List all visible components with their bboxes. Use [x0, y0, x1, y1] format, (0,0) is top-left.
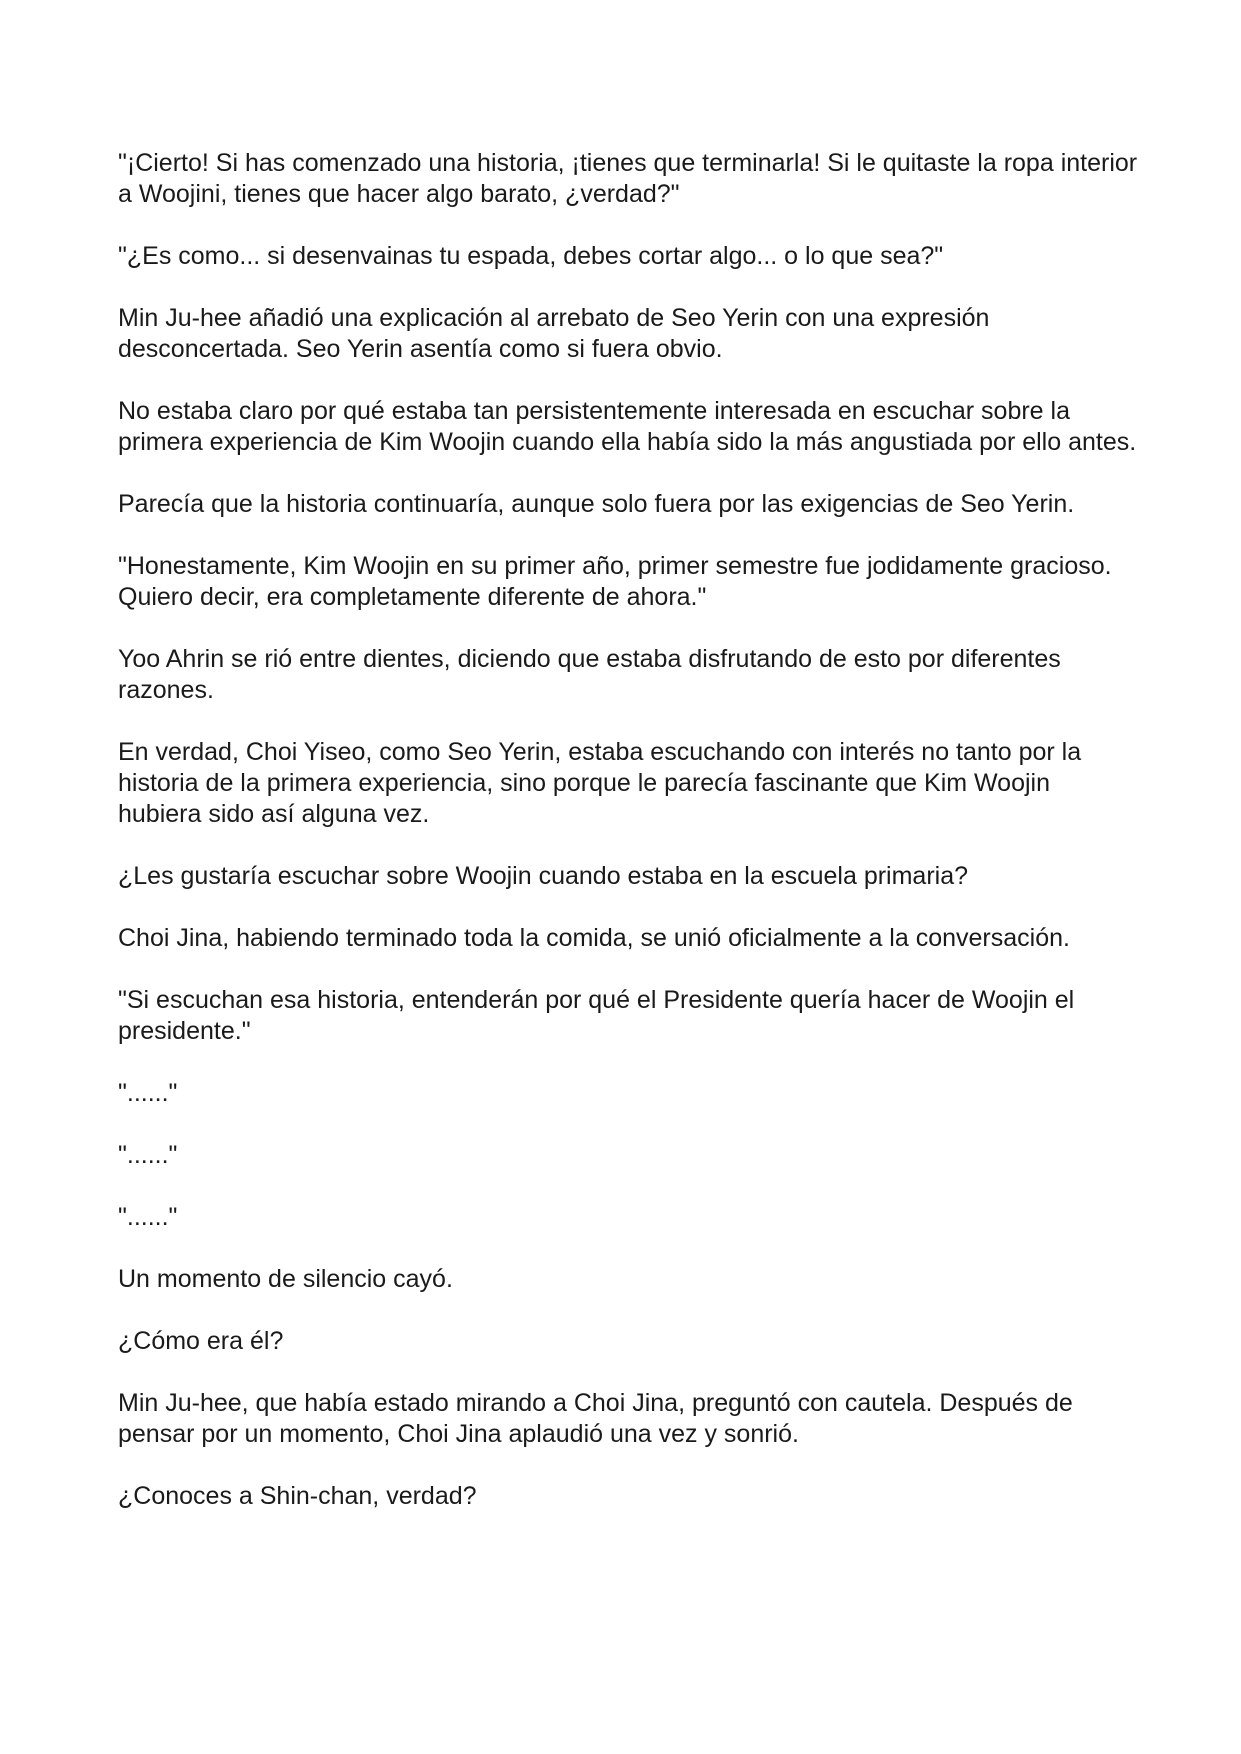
paragraph: ¿Les gustaría escuchar sobre Woojin cuando estaba en la escuela primaria? [118, 862, 969, 890]
document-body [118, 148, 1138, 1543]
paragraph: "......" [118, 1141, 178, 1169]
paragraph: ¿Cómo era él? [118, 1327, 284, 1355]
paragraph: Parecía que la historia continuaría, aunque solo fuera por las exigencias de Seo Yerin. [118, 490, 1075, 518]
paragraph: Un momento de silencio cayó. [118, 1265, 453, 1293]
paragraph: "¿Es como... si desenvainas tu espada, debes cortar algo... o lo que sea?" [118, 242, 944, 270]
paragraph: "Si escuchan esa historia, entenderán por qué el Presidente quería hacer de Woojin el presidente." [118, 986, 1075, 1045]
paragraph: ¿Conoces a Shin-chan, verdad? [118, 1482, 477, 1510]
paragraph: "Honestamente, Kim Woojin en su primer año, primer semestre fue jodidamente gracioso. Quiero decir, era completamente diferente de ahora." [118, 552, 1112, 611]
paragraph: "......" [118, 1203, 178, 1231]
paragraph: "¡Cierto! Si has comenzado una historia, ¡tienes que terminarla! Si le quitaste la ropa interior a Woojini, tienes que hacer algo barato, ¿verdad?" [118, 149, 1138, 208]
paragraph: Min Ju-hee añadió una explicación al arrebato de Seo Yerin con una expresión desconcertada. Seo Yerin asentía como si fuera obvio. [118, 304, 990, 363]
paragraph: Choi Jina, habiendo terminado toda la comida, se unió oficialmente a la conversación. [118, 924, 1070, 952]
paragraph: No estaba claro por qué estaba tan persistentemente interesada en escuchar sobre la primera experiencia de Kim Woojin cuando ella había sido la más angustiada por ello antes. [118, 397, 1137, 456]
paragraph: Min Ju-hee, que había estado mirando a Choi Jina, preguntó con cautela. Después de pensar por un momento, Choi Jina aplaudió una vez y sonrió. [118, 1389, 1073, 1448]
paragraph: Yoo Ahrin se rió entre dientes, diciendo que estaba disfrutando de esto por diferentes razones. [118, 645, 1061, 704]
paragraph: En verdad, Choi Yiseo, como Seo Yerin, estaba escuchando con interés no tanto por la historia de la primera experiencia, sino porque le parecía fascinante que Kim Woojin hubiera sido así alguna vez. [118, 738, 1082, 828]
paragraph: "......" [118, 1079, 178, 1107]
